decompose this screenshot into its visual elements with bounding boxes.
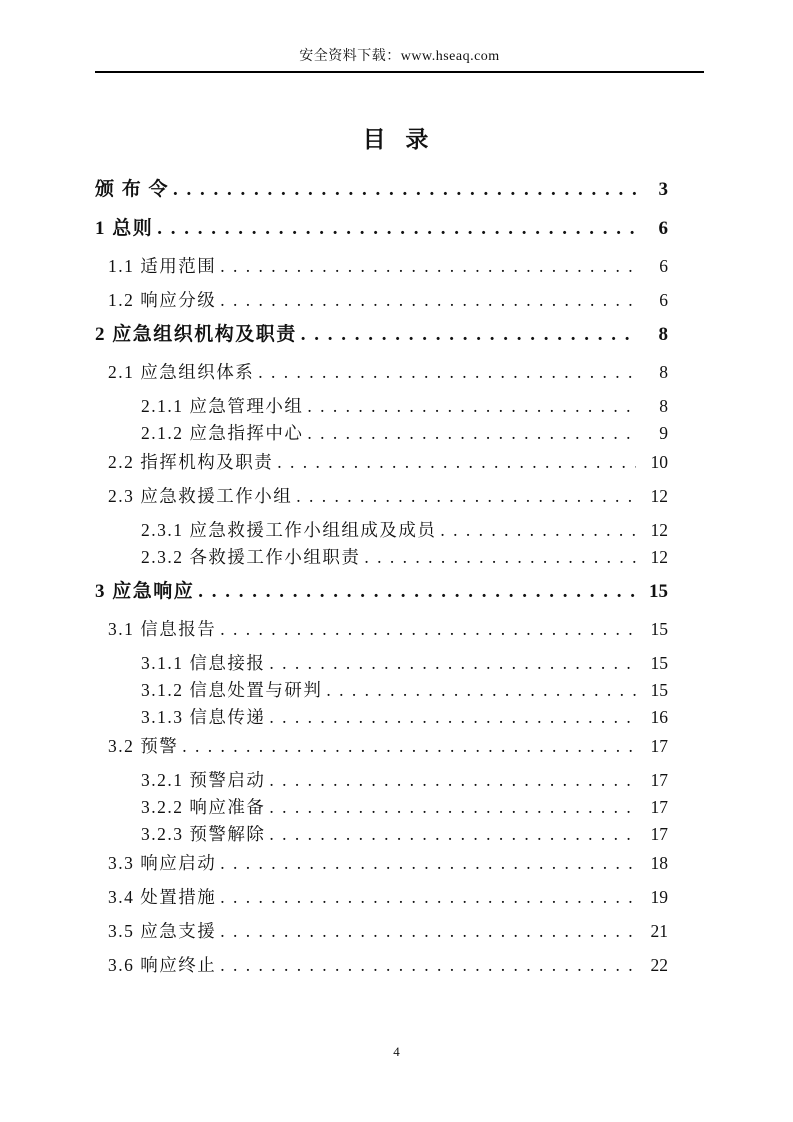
toc-entry-page: 8 xyxy=(659,396,668,416)
toc-entry[interactable] xyxy=(95,287,668,314)
toc-entry-label: 3.2 预警 xyxy=(108,736,179,756)
dot-leader xyxy=(440,517,636,544)
toc-entry-page: 21 xyxy=(650,921,668,941)
toc-entry-page: 6 xyxy=(658,218,668,239)
toc-entry-page: 15 xyxy=(650,653,668,673)
toc-entry[interactable] xyxy=(95,517,668,544)
toc-entry-page: 3 xyxy=(658,179,668,200)
toc-entry-label: 3.2.1 预警启动 xyxy=(141,770,266,790)
dot-leader xyxy=(220,918,636,945)
dot-leader xyxy=(269,821,636,848)
toc-entry[interactable] xyxy=(95,650,668,677)
toc-entry-label: 2.1 应急组织体系 xyxy=(108,362,255,382)
toc-entry-page: 6 xyxy=(659,256,668,276)
toc-entry[interactable] xyxy=(95,253,668,280)
toc-entry-label: 1.1 适用范围 xyxy=(108,256,217,276)
dot-leader xyxy=(326,677,636,704)
toc-entry-label: 3.1.1 信息接报 xyxy=(141,653,266,673)
dot-leader xyxy=(364,544,636,571)
dot-leader xyxy=(220,616,636,643)
toc-entry-label: 3.4 处置措施 xyxy=(108,887,217,907)
toc-entry-page: 12 xyxy=(650,520,668,540)
toc-entry-page: 19 xyxy=(650,887,668,907)
toc-entry-label: 3.1 信息报告 xyxy=(108,619,217,639)
dot-leader xyxy=(220,952,636,979)
toc-entry-label: 1.2 响应分级 xyxy=(108,290,217,310)
dot-leader xyxy=(198,578,636,605)
dot-leader xyxy=(307,393,636,420)
toc-entry-label: 3.2.3 预警解除 xyxy=(141,824,266,844)
toc-entry[interactable] xyxy=(95,850,668,877)
toc-entry-page: 15 xyxy=(650,619,668,639)
dot-leader xyxy=(220,287,636,314)
toc-entry-label: 3.5 应急支援 xyxy=(108,921,217,941)
dot-leader xyxy=(277,449,636,476)
dot-leader xyxy=(269,794,636,821)
toc-entry-page: 16 xyxy=(650,707,668,727)
toc-entry[interactable] xyxy=(95,704,668,731)
toc-entry-page: 22 xyxy=(650,955,668,975)
toc-entry[interactable] xyxy=(95,884,668,911)
dot-leader xyxy=(220,850,636,877)
toc-entry[interactable] xyxy=(95,794,668,821)
toc-entry[interactable] xyxy=(95,215,668,242)
toc-entry-page: 9 xyxy=(659,423,668,443)
toc-entry-page: 15 xyxy=(650,680,668,700)
toc-entry-label: 3.2.2 响应准备 xyxy=(141,797,266,817)
toc-entry-page: 17 xyxy=(650,770,668,790)
toc-entry[interactable] xyxy=(95,321,668,348)
toc-entry-label: 2.3 应急救援工作小组 xyxy=(108,486,293,506)
dot-leader xyxy=(157,215,636,242)
toc-entry[interactable] xyxy=(95,733,668,760)
toc-entry[interactable] xyxy=(95,918,668,945)
toc-entry-page: 17 xyxy=(650,736,668,756)
toc-entry[interactable] xyxy=(95,359,668,386)
toc-entry[interactable] xyxy=(95,952,668,979)
header-site-notice: 安全资料下载：www.hseaq.com xyxy=(299,49,500,64)
toc-entry-label: 2.1.2 应急指挥中心 xyxy=(141,423,304,443)
toc-entry-page: 6 xyxy=(659,290,668,310)
dot-leader xyxy=(220,253,636,280)
toc-entry-label: 2.2 指挥机构及职责 xyxy=(108,452,274,472)
dot-leader xyxy=(269,704,636,731)
toc-entry-page: 12 xyxy=(650,486,668,506)
dot-leader xyxy=(307,420,636,447)
page-title: 目 录 xyxy=(362,127,431,152)
dot-leader xyxy=(220,884,636,911)
toc-entry-label: 颁 布 令 xyxy=(95,179,170,200)
toc-entry[interactable] xyxy=(95,449,668,476)
dot-leader xyxy=(258,359,636,386)
toc-entry-label: 3 应急响应 xyxy=(95,581,195,602)
footer-page-number: 4 xyxy=(393,1044,400,1059)
toc-entry[interactable] xyxy=(95,393,668,420)
toc-entry-label: 3.1.3 信息传递 xyxy=(141,707,266,727)
toc-entry[interactable] xyxy=(95,544,668,571)
toc-entry[interactable] xyxy=(95,420,668,447)
toc-entry-label: 3.3 响应启动 xyxy=(108,853,217,873)
toc-entry[interactable] xyxy=(95,176,668,203)
toc-entry-label: 2.3.1 应急救援工作小组组成及成员 xyxy=(141,520,437,540)
toc-entry-page: 17 xyxy=(650,797,668,817)
toc-entry-label: 1 总则 xyxy=(95,218,154,239)
toc-entry-label: 3.6 响应终止 xyxy=(108,955,217,975)
toc-entry-label: 2.3.2 各救援工作小组职责 xyxy=(141,547,361,567)
table-of-contents xyxy=(95,176,668,979)
dot-leader xyxy=(173,176,636,203)
toc-entry-page: 18 xyxy=(650,853,668,873)
toc-entry-page: 12 xyxy=(650,547,668,567)
dot-leader xyxy=(182,733,636,760)
toc-entry[interactable] xyxy=(95,483,668,510)
toc-entry-page: 17 xyxy=(650,824,668,844)
toc-entry[interactable] xyxy=(95,767,668,794)
toc-entry-page: 15 xyxy=(649,581,668,602)
dot-leader xyxy=(296,483,636,510)
toc-entry[interactable] xyxy=(95,677,668,704)
toc-entry[interactable] xyxy=(95,821,668,848)
toc-entry-label: 3.1.2 信息处置与研判 xyxy=(141,680,323,700)
toc-entry-label: 2 应急组织机构及职责 xyxy=(95,324,297,345)
toc-entry[interactable] xyxy=(95,616,668,643)
dot-leader xyxy=(301,321,636,348)
toc-entry-page: 10 xyxy=(650,452,668,472)
toc-entry-page: 8 xyxy=(658,324,668,345)
page-header xyxy=(95,45,704,73)
toc-entry-label: 2.1.1 应急管理小组 xyxy=(141,396,304,416)
toc-entry-page: 8 xyxy=(659,362,668,382)
dot-leader xyxy=(269,650,636,677)
dot-leader xyxy=(269,767,636,794)
toc-entry[interactable] xyxy=(95,578,668,605)
page-footer xyxy=(0,1042,793,1062)
